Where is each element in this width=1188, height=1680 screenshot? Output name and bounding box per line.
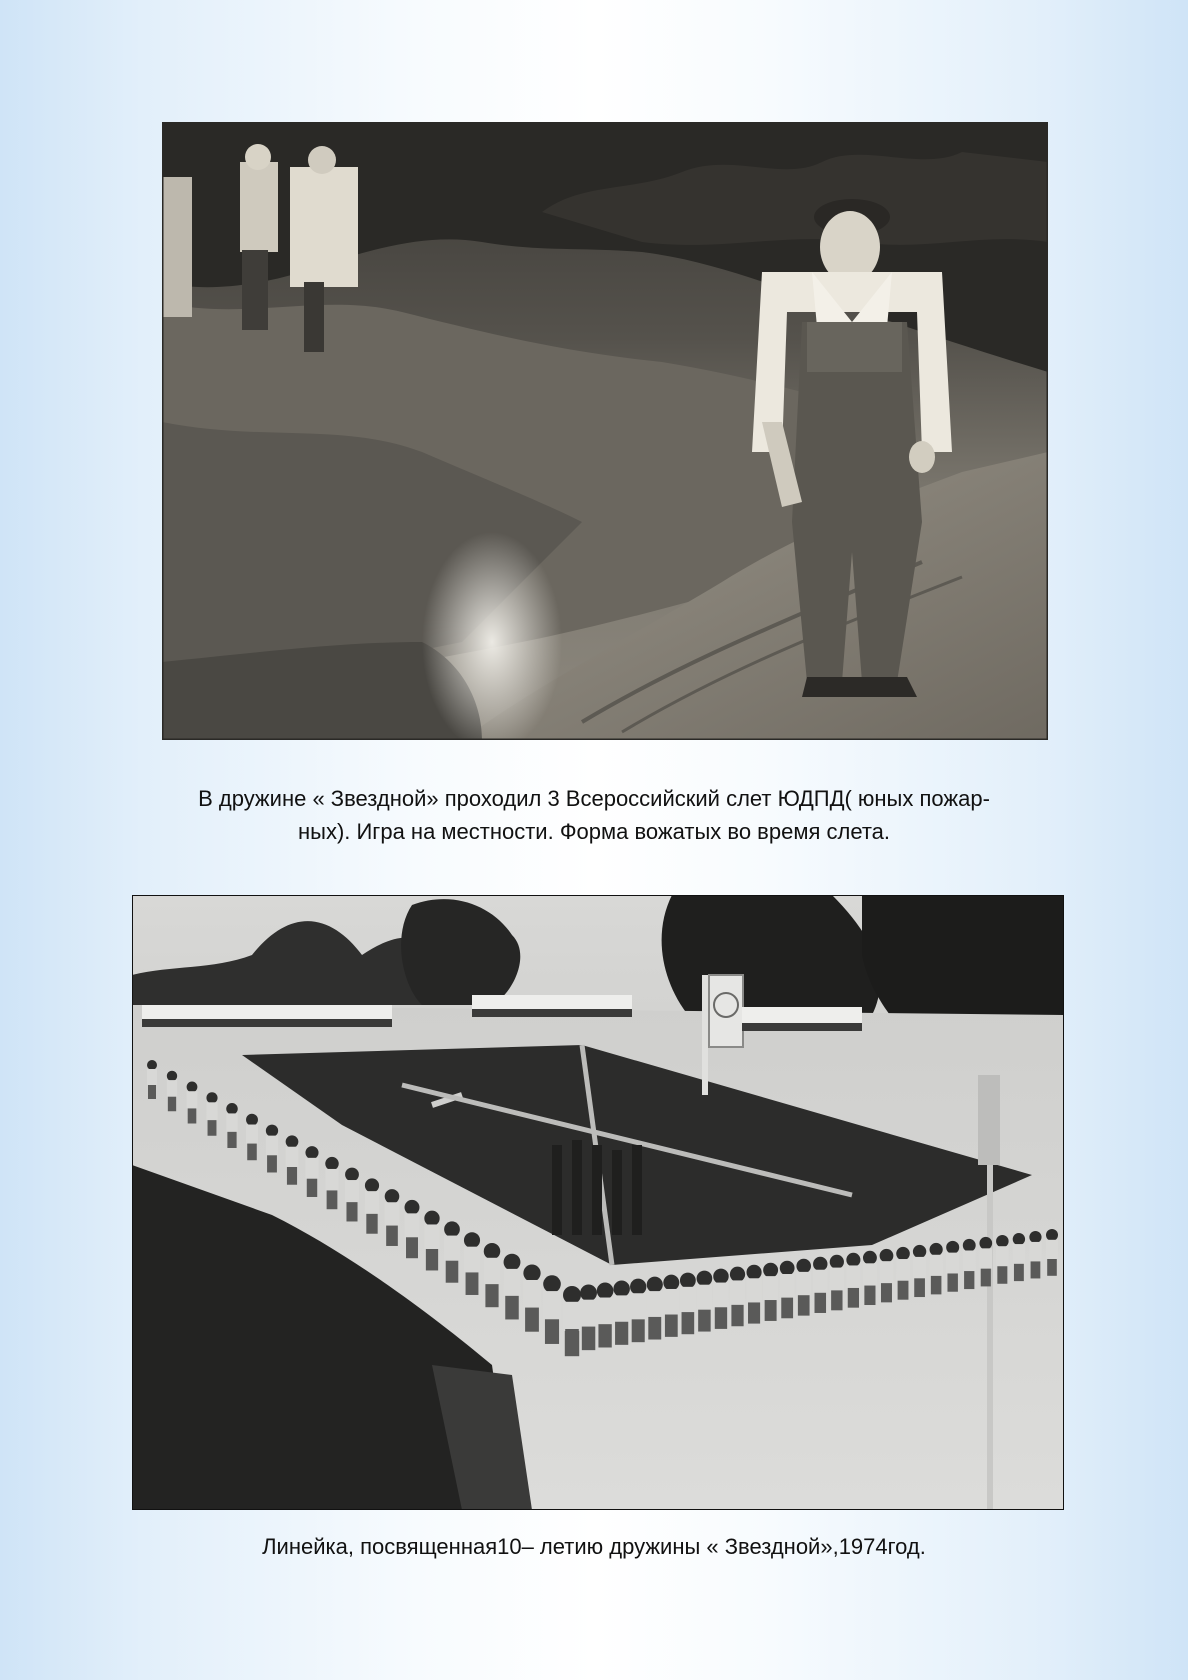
caption-first-line-2: ных). Игра на местности. Форма вожатых во время слета. xyxy=(297,819,891,844)
caption-first-line-1: В дружине « Звездной» проходил 3 Всероссийский слет ЮДПД( юных пожар- xyxy=(198,786,990,811)
caption-second-line: Линейка, посвященная10– летию дружины « Звездной»,1974год. xyxy=(262,1534,926,1559)
photo-pioneer-lineup xyxy=(132,895,1064,1510)
photo-lineup-image xyxy=(132,895,1064,1510)
caption-second-photo xyxy=(130,1530,1058,1563)
caption-first-photo xyxy=(130,782,1058,848)
photo-counselor-image xyxy=(162,122,1048,740)
photo-counselor-in-uniform xyxy=(162,122,1048,740)
